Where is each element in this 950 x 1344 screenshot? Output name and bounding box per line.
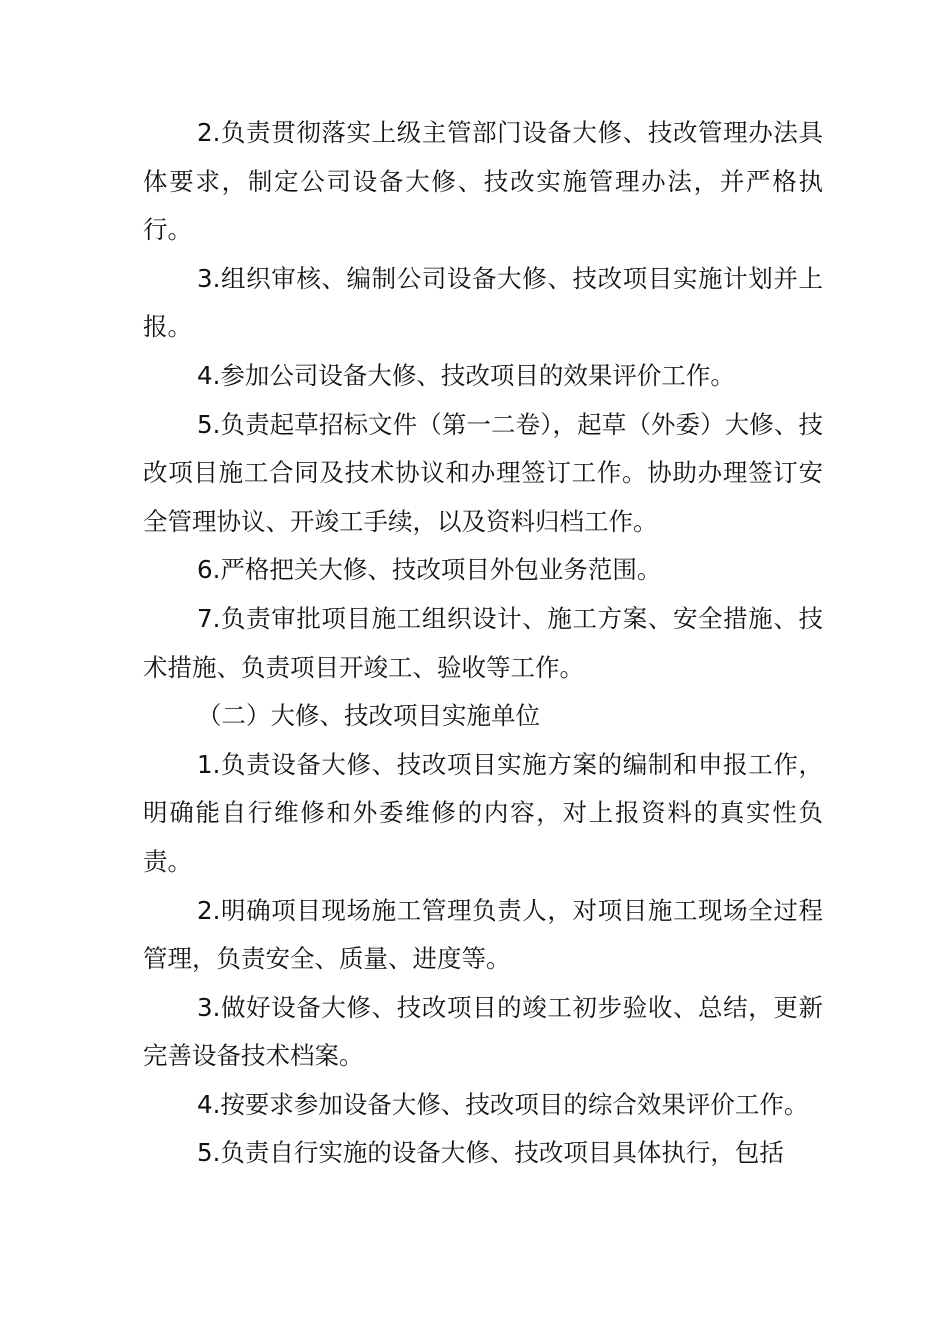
paragraph-dept-item-3: 3.组织审核、编制公司设备大修、技改项目实施计划并上报。	[143, 263, 823, 342]
document-body	[143, 109, 823, 1178]
paragraph-dept-item-7: 7.负责审批项目施工组织设计、施工方案、安全措施、技术措施、负责项目开竣工、验收等工作。	[143, 603, 823, 682]
paragraph-dept-item-5: 5.负责起草招标文件（第一二卷），起草（外委）大修、技改项目施工合同及技术协议和办理签订工作。协助办理签订安全管理协议、开竣工手续，以及资料归档工作。	[143, 409, 823, 536]
paragraph-unit-item-1: 1.负责设备大修、技改项目实施方案的编制和申报工作，明确能自行维修和外委维修的内容，对上报资料的真实性负责。	[143, 749, 823, 876]
paragraph-unit-item-5: 5.负责自行实施的设备大修、技改项目具体执行，包括	[197, 1138, 784, 1168]
paragraph-dept-item-4: 4.参加公司设备大修、技改项目的效果评价工作。	[197, 360, 735, 390]
paragraph-dept-item-6: 6.严格把关大修、技改项目外包业务范围。	[197, 555, 662, 585]
paragraph-unit-item-2: 2.明确项目现场施工管理负责人，对项目施工现场全过程管理，负责安全、质量、进度等。	[143, 895, 823, 974]
paragraph-dept-item-2: 2.负责贯彻落实上级主管部门设备大修、技改管理办法具体要求，制定公司设备大修、技改实施管理办法，并严格执行。	[143, 118, 823, 245]
paragraph-unit-item-3: 3.做好设备大修、技改项目的竣工初步验收、总结，更新完善设备技术档案。	[143, 992, 823, 1071]
paragraph-unit-item-4: 4.按要求参加设备大修、技改项目的综合效果评价工作。	[197, 1089, 809, 1119]
section-heading-implementing-unit: （二）大修、技改项目实施单位	[197, 701, 540, 731]
